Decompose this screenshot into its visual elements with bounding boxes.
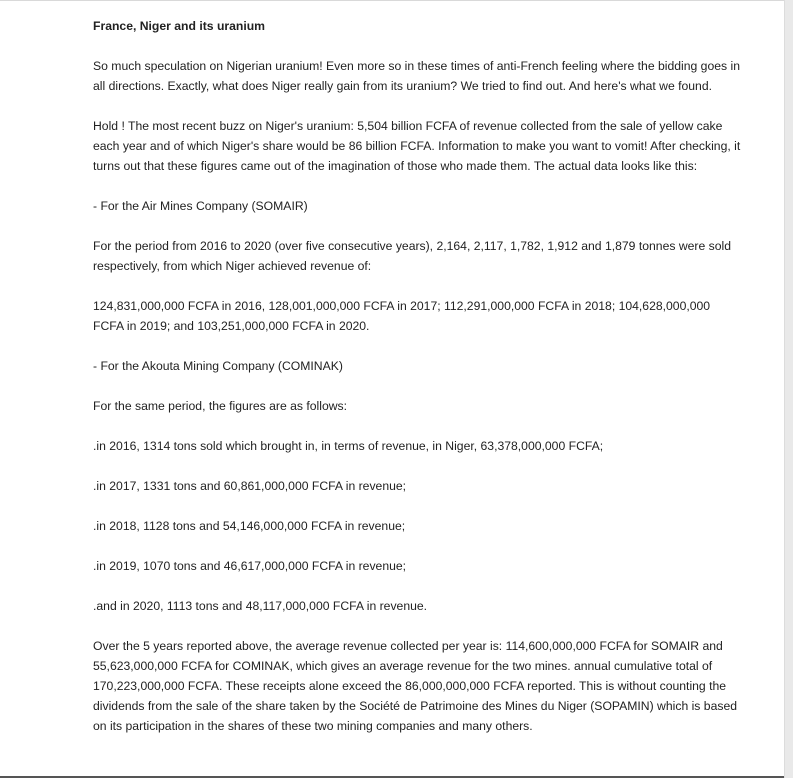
- paragraph-somair-period: For the period from 2016 to 2020 (over five consecutive years), 2,164, 2,117, 1,782, 1,912 and 1,879 tonnes were sold respectively, from which Niger achieved revenue of:: [93, 239, 731, 273]
- paragraph-buzz: Hold ! The most recent buzz on Niger's uranium: 5,504 billion FCFA of revenue collected from the sale of yellow cake each year and of which Niger's share would be 86 billion FCFA. Information to make you want to vomit! After checking, it turns out that these figures came out of the imagination of those who made them. The actual data looks like this:: [93, 119, 741, 173]
- paragraph-cominak-2020: .and in 2020, 1113 tons and 48,117,000,000 FCFA in revenue.: [93, 599, 428, 613]
- paragraph-somair-heading: - For the Air Mines Company (SOMAIR): [93, 199, 308, 213]
- article: [93, 16, 743, 736]
- paragraph-cominak-2018: .in 2018, 1128 tons and 54,146,000,000 FCFA in revenue;: [93, 519, 406, 533]
- paragraph-intro: So much speculation on Nigerian uranium! Even more so in these times of anti-French feeling where the bidding goes in all directions. Exactly, what does Niger really gain from its uranium? We tried to find out. And here's what we found.: [93, 59, 740, 93]
- paragraph-cominak-heading: - For the Akouta Mining Company (COMINAK): [93, 359, 343, 373]
- paragraph-summary: Over the 5 years reported above, the average revenue collected per year is: 114,600,000,000 FCFA for SOMAIR and 55,623,000,000 FCFA for COMINAK, which gives an average revenue for the two mines. annual cumulative total of 170,223,000,000 FCFA. These receipts alone exceed the 86,000,000,000 FCFA reported. This is without counting the dividends from the sale of the share taken by the Société de Patrimoine des Mines du Niger (SOPAMIN) which is based on its participation in the shares of these two mining companies and many others.: [93, 639, 737, 733]
- paragraph-cominak-2017: .in 2017, 1331 tons and 60,861,000,000 FCFA in revenue;: [93, 479, 407, 493]
- paragraph-cominak-2019: .in 2019, 1070 tons and 46,617,000,000 FCFA in revenue;: [93, 559, 407, 573]
- article-title: France, Niger and its uranium: [93, 19, 266, 33]
- paragraph-cominak-2016: .in 2016, 1314 tons sold which brought in, in terms of revenue, in Niger, 63,378,000,000 FCFA;: [93, 439, 604, 453]
- paragraph-somair-revenue: 124,831,000,000 FCFA in 2016, 128,001,000,000 FCFA in 2017; 112,291,000,000 FCFA in 2018; 104,628,000,000 FCFA in 2019; and 103,251,000,000 FCFA in 2020.: [93, 299, 711, 333]
- scrollbar[interactable]: [784, 0, 793, 778]
- paragraph-cominak-intro: For the same period, the figures are as follows:: [93, 399, 348, 413]
